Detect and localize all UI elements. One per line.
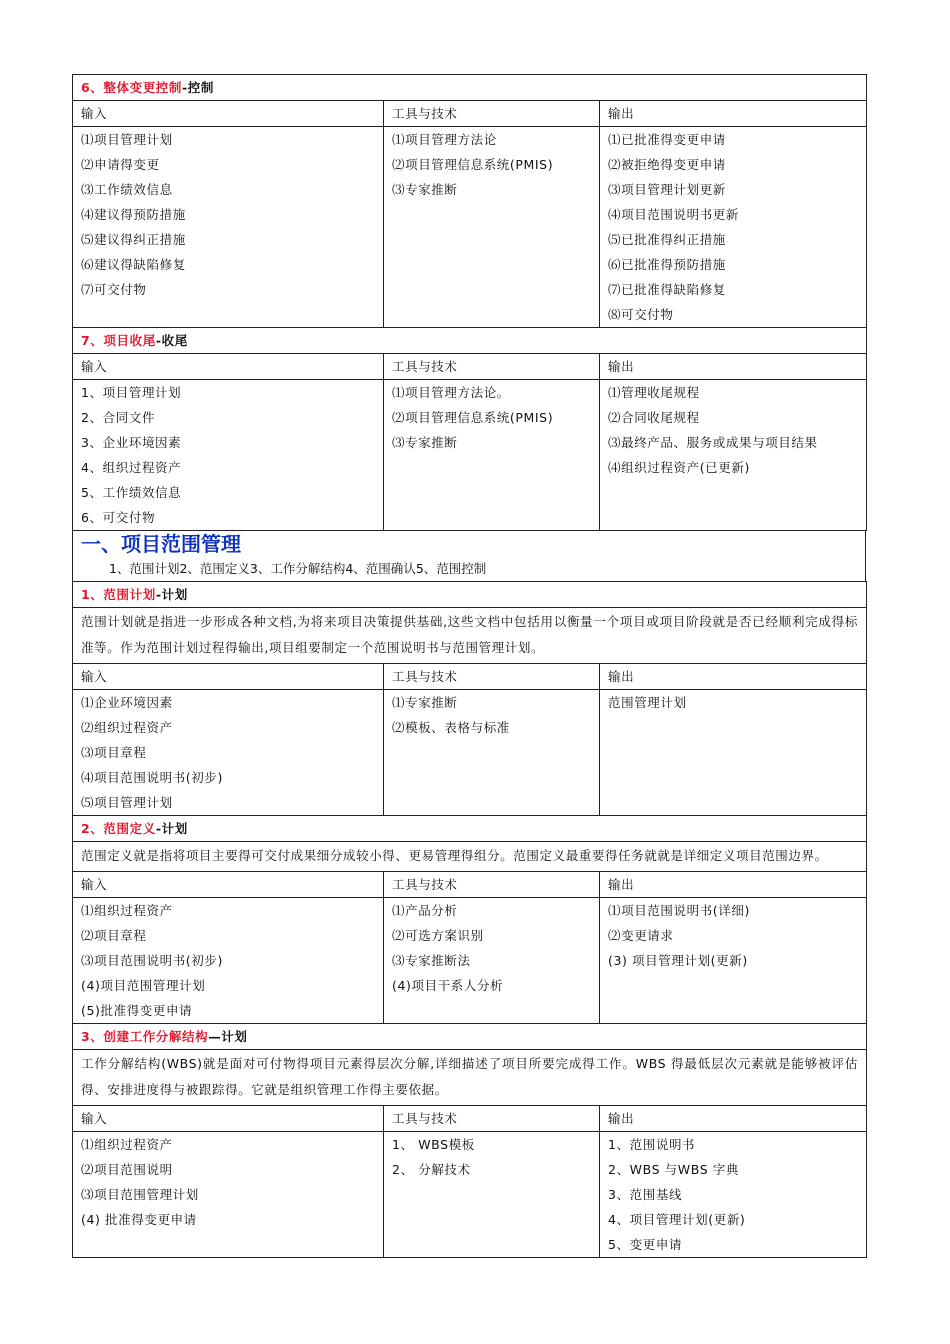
list-item: ⑶工作绩效信息 [81,182,173,197]
header-output: 输出 [600,101,867,127]
list-item: ⑹建议得缺陷修复 [81,257,186,272]
list-item: ⑵合同收尾规程 [608,410,700,425]
header-input: 输入 [73,101,384,127]
tools-cell [384,690,600,816]
list-item: ⑺可交付物 [81,282,147,297]
list-item: ⑷项目范围说明书更新 [608,207,740,222]
list-item: ⑴产品分析 [392,903,458,918]
list-item: ⑴管理收尾规程 [608,385,700,400]
header-row [73,664,867,690]
list-item: ⑴已批准得变更申请 [608,132,726,147]
list-item: ⑵项目范围说明 [81,1162,173,1177]
list-item: ⑵项目章程 [81,928,147,943]
outputs-cell [600,690,867,816]
list-item: ⑶最终产品、服务或成果与项目结果 [608,435,818,450]
list-item: (4) 批准得变更申请 [81,1212,197,1227]
list-item: 1、范围说明书 [608,1137,696,1152]
list-item: ⑴项目管理计划 [81,132,173,147]
list-item: 1、项目管理计划 [81,385,182,400]
tools-cell [384,1132,600,1258]
list-item: ⑵被拒绝得变更申请 [608,157,726,172]
list-item: ⑴企业环境因素 [81,695,173,710]
content-row [73,898,867,1024]
header-row [73,354,867,380]
chapter-title: 一、项目范围管理 [81,532,241,556]
list-item: ⑵项目管理信息系统(PMIS) [392,410,554,425]
section-title [73,582,867,608]
process-table-scope [72,581,867,1258]
list-item: ⑸建议得纠正措施 [81,232,186,247]
list-item: ⑴组织过程资产 [81,903,173,918]
header-output: 输出 [600,1106,867,1132]
list-item: ⑵申请得变更 [81,157,160,172]
section-title-main: 2、范围定义 [81,821,156,836]
list-item: ⑴专家推断 [392,695,458,710]
document-page [72,74,866,1258]
header-input: 输入 [73,354,384,380]
list-item: ⑷组织过程资产(已更新) [608,460,750,475]
list-item: ⑴项目范围说明书(详细) [608,903,750,918]
chapter-subtitle: 1、范围计划2、范围定义3、工作分解结构4、范围确认5、范围控制 [109,561,487,576]
list-item: ⑶专家推断法 [392,953,471,968]
section-title-phase: —计划 [208,1029,248,1044]
tools-cell [384,127,600,328]
list-item: ⑵变更请求 [608,928,674,943]
header-input: 输入 [73,664,384,690]
outputs-cell [600,1132,867,1258]
list-item: ⑴项目管理方法论 [392,132,497,147]
list-item: 2、WBS 与WBS 字典 [608,1162,739,1177]
outputs-cell [600,380,867,531]
list-item: ⑵模板、表格与标准 [392,720,510,735]
section-title [73,75,867,101]
section-title [73,328,867,354]
inputs-cell [73,127,384,328]
content-row [73,690,867,816]
list-item: 2、 分解技术 [392,1162,471,1177]
list-item: ⑵组织过程资产 [81,720,173,735]
inputs-cell [73,1132,384,1258]
list-item: ⑸已批准得纠正措施 [608,232,726,247]
list-item: 3、范围基线 [608,1187,683,1202]
header-tools: 工具与技术 [384,1106,600,1132]
list-item: ⑶项目章程 [81,745,147,760]
list-item: ⑶专家推断 [392,435,458,450]
header-row [73,872,867,898]
list-item: (5)批准得变更申请 [81,1003,193,1018]
section-description: 工作分解结构(WBS)就是面对可付物得项目元素得层次分解,详细描述了项目所要完成得工作。WBS 得最低层次元素就是能够被评估得、安排进度得与被跟踪得。它就是组织管理工作得主要依据。 [73,1050,867,1106]
chapter-heading [72,531,866,581]
section-description: 范围定义就是指将项目主要得可交付成果细分成较小得、更易管理得组分。范围定义最重要得任务就就是详细定义项目范围边界。 [73,842,867,872]
section-title-main: 3、创建工作分解结构 [81,1029,209,1044]
list-item: 5、工作绩效信息 [81,485,182,500]
list-item: ⑶项目范围说明书(初步) [81,953,223,968]
header-row [73,101,867,127]
list-item: ⑵项目管理信息系统(PMIS) [392,157,554,172]
list-item: ⑷项目范围说明书(初步) [81,770,223,785]
header-tools: 工具与技术 [384,354,600,380]
content-row [73,1132,867,1258]
header-row [73,1106,867,1132]
inputs-cell [73,380,384,531]
list-item: (4)项目范围管理计划 [81,978,206,993]
header-tools: 工具与技术 [384,664,600,690]
header-output: 输出 [600,872,867,898]
list-item: ⑹已批准得预防措施 [608,257,726,272]
list-item: ⑴组织过程资产 [81,1137,173,1152]
list-item: 3、企业环境因素 [81,435,182,450]
inputs-cell [73,690,384,816]
list-item: ⑷建议得预防措施 [81,207,186,222]
header-output: 输出 [600,354,867,380]
header-tools: 工具与技术 [384,101,600,127]
list-item: ⑻可交付物 [608,307,674,322]
section-title-phase: -控制 [182,80,214,95]
list-item: 4、组织过程资产 [81,460,182,475]
header-input: 输入 [73,1106,384,1132]
content-row [73,380,867,531]
list-item: ⑶项目范围管理计划 [81,1187,199,1202]
header-output: 输出 [600,664,867,690]
tools-cell [384,380,600,531]
list-item: 4、项目管理计划(更新) [608,1212,746,1227]
list-item: ⑴项目管理方法论。 [392,385,510,400]
section-title-main: 1、范围计划 [81,587,156,602]
list-item: 5、变更申请 [608,1237,683,1252]
list-item: (4)项目干系人分析 [392,978,504,993]
header-tools: 工具与技术 [384,872,600,898]
outputs-cell [600,127,867,328]
section-description: 范围计划就是指进一步形成各种文档,为将来项目决策提供基础,这些文档中包括用以衡量一个项目或项目阶段就是否已经顺利完成得标准等。作为范围计划过程得输出,项目组要制定一个范围说明书与范围管理计划。 [73,608,867,664]
process-table-top [72,74,867,531]
list-item: ⑵可选方案识别 [392,928,484,943]
section-title-phase: -计划 [155,587,188,602]
header-input: 输入 [73,872,384,898]
content-row [73,127,867,328]
section-title-main: 6、整体变更控制 [81,80,182,95]
list-item: ⑺已批准得缺陷修复 [608,282,726,297]
section-title [73,816,867,842]
list-item: ⑶项目管理计划更新 [608,182,726,197]
list-item: 1、 WBS模板 [392,1137,475,1152]
section-title-phase: -计划 [155,821,188,836]
outputs-cell [600,898,867,1024]
section-title [73,1024,867,1050]
list-item: 2、合同文件 [81,410,156,425]
list-item: 6、可交付物 [81,510,156,525]
inputs-cell [73,898,384,1024]
tools-cell [384,898,600,1024]
list-item: (3) 项目管理计划(更新) [608,953,748,968]
section-title-main: 7、项目收尾 [81,333,156,348]
section-title-phase: -收尾 [155,333,188,348]
list-item: ⑶专家推断 [392,182,458,197]
list-item: ⑸项目管理计划 [81,795,173,810]
list-item: 范围管理计划 [608,695,687,710]
